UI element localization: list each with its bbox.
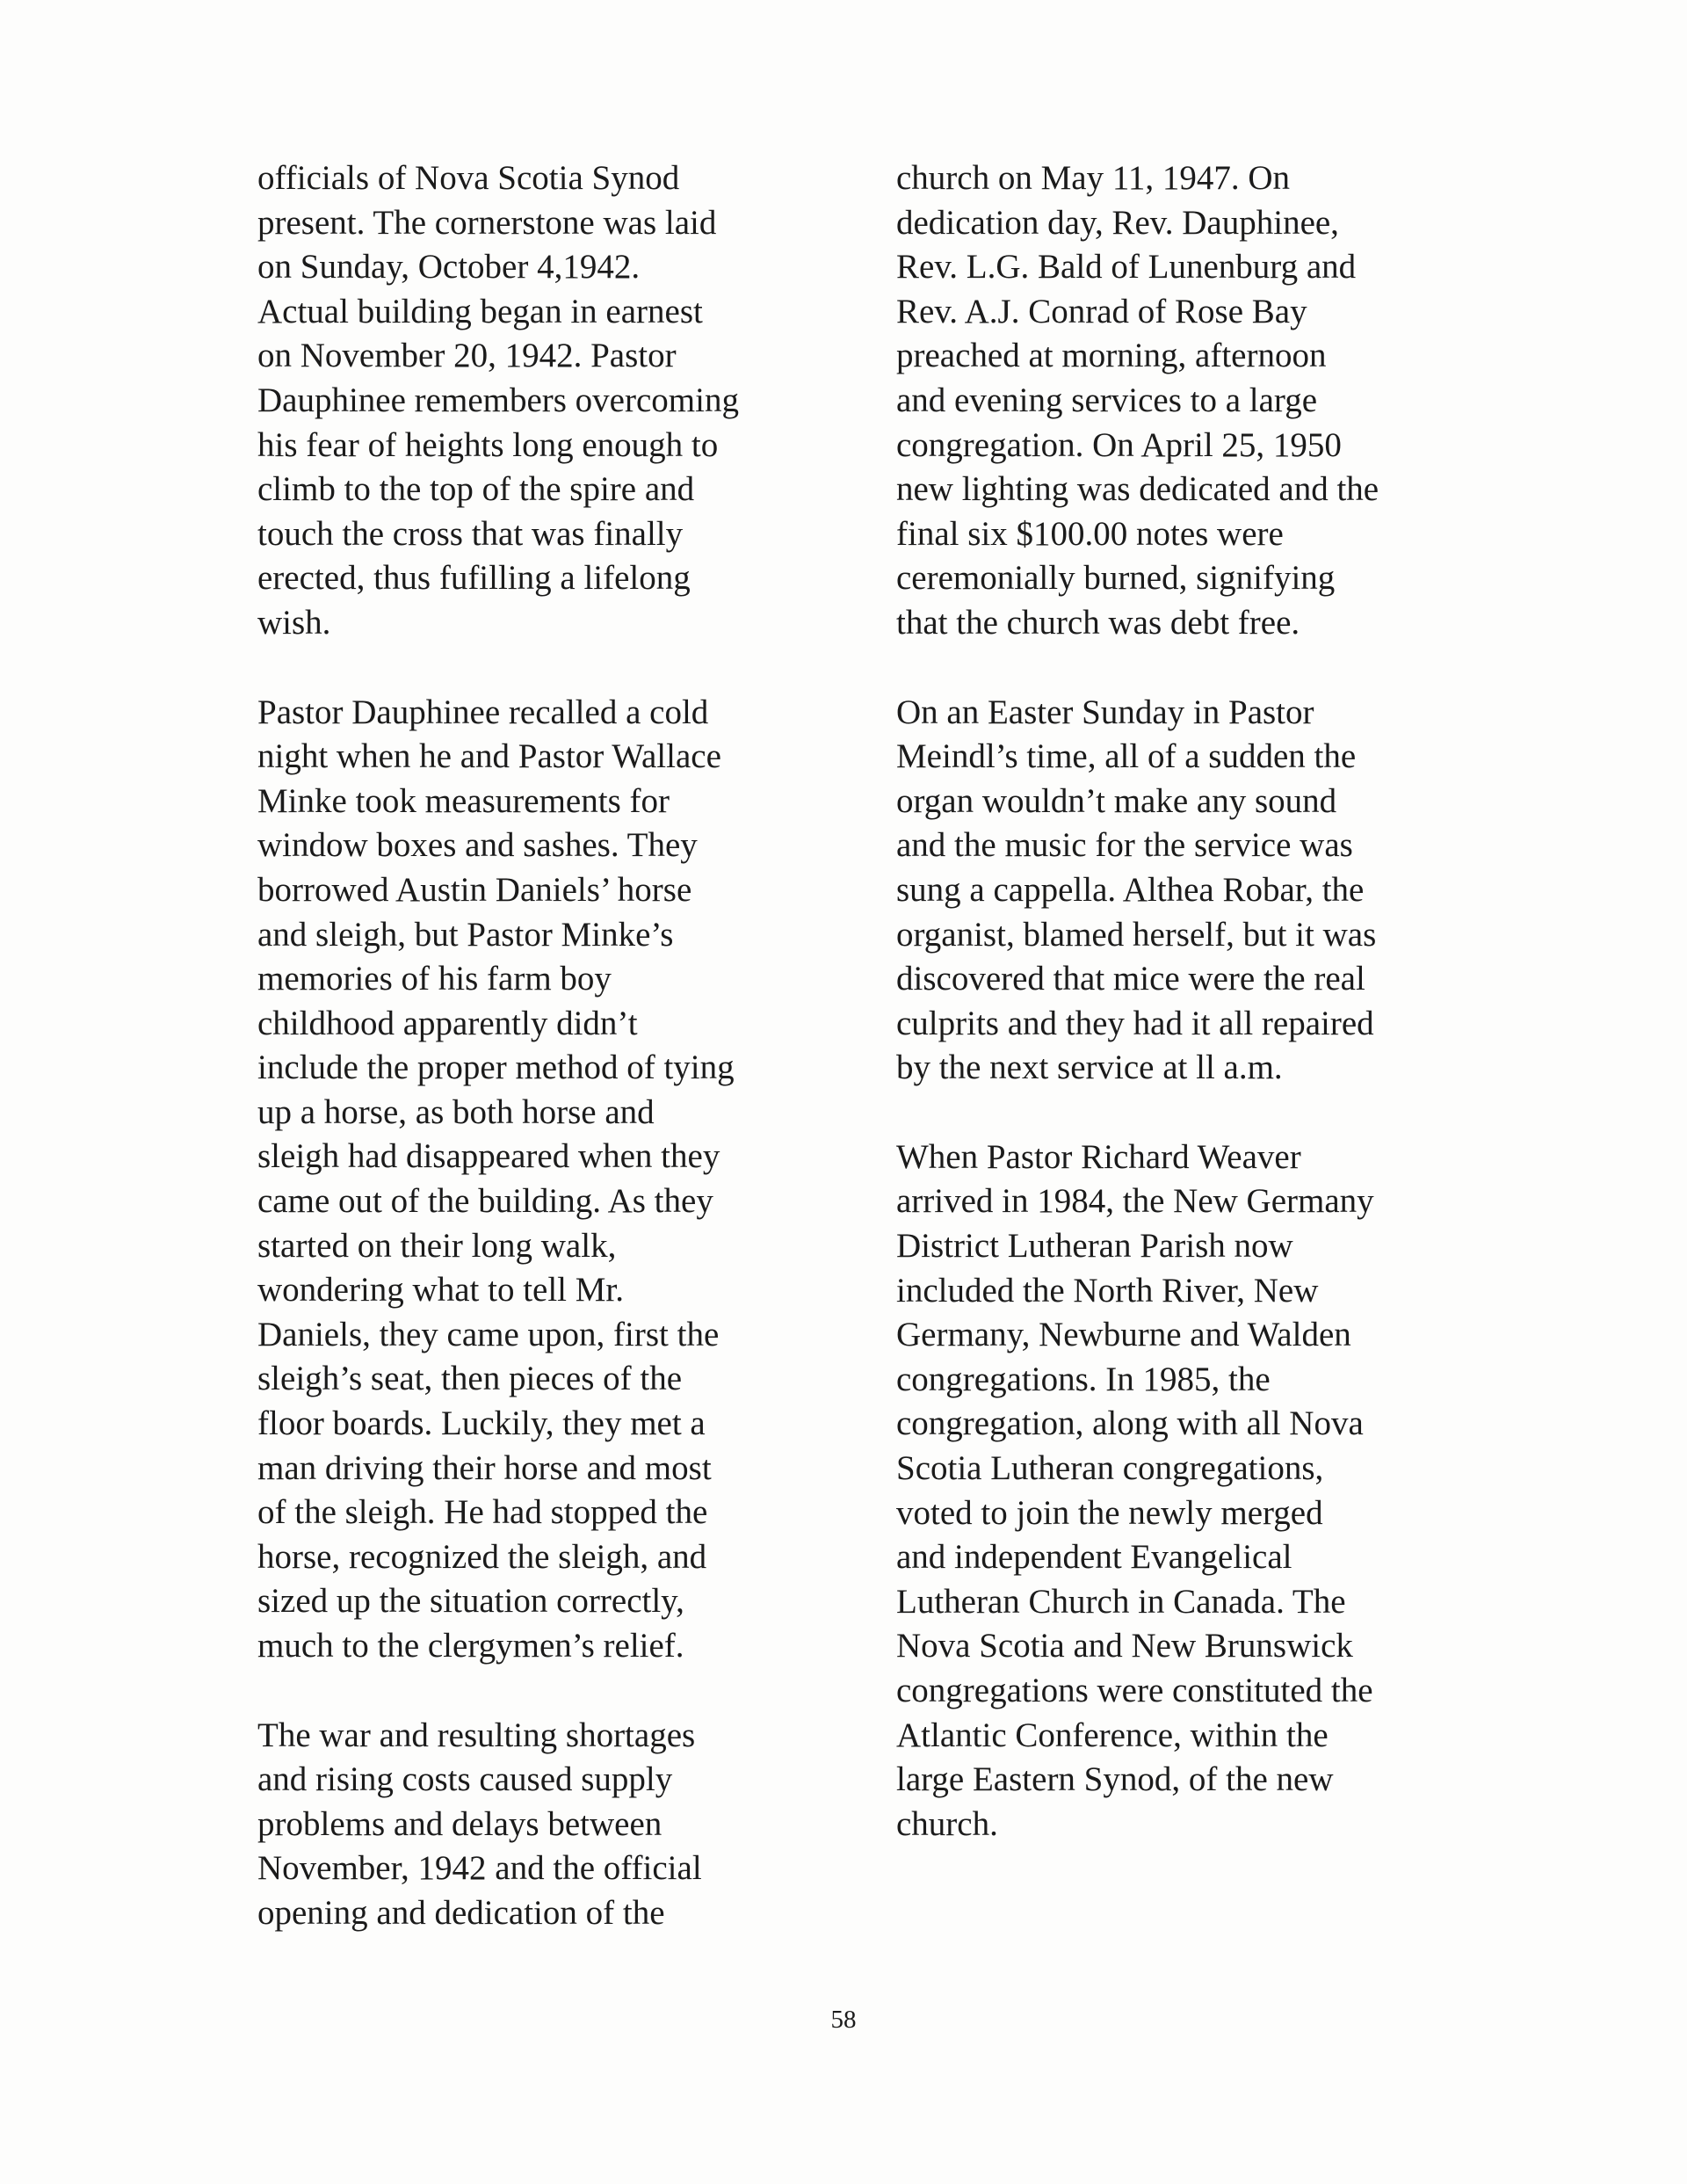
text-line: and sleigh, but Pastor Minke’s [257, 915, 674, 954]
paragraph-war-shortages [257, 1714, 829, 1936]
text-line: Rev. A.J. Conrad of Rose Bay [896, 292, 1307, 330]
text-line: congregation, along with all Nova [896, 1404, 1364, 1443]
text-line: childhood apparently didn’t [257, 1004, 638, 1042]
text-line: Daniels, they came upon, first the [257, 1315, 720, 1353]
text-line: and independent Evangelical [896, 1538, 1292, 1577]
text-line: memories of his farm boy [257, 960, 612, 998]
text-line: Atlantic Conference, within the [896, 1716, 1329, 1754]
text-line: by the next service at ll a.m. [896, 1048, 1283, 1087]
text-line: When Pastor Richard Weaver [896, 1137, 1301, 1176]
text-line: sung a cappella. Althea Robar, the [896, 870, 1365, 909]
text-line: and rising costs caused supply [257, 1760, 673, 1799]
text-line: horse, recognized the sleigh, and [257, 1537, 707, 1576]
text-line: and the music for the service was [896, 826, 1353, 865]
text-line: wondering what to tell Mr. [257, 1271, 625, 1310]
text-line: include the proper method of tying [257, 1048, 735, 1087]
text-line: up a horse, as both horse and [257, 1092, 655, 1131]
paragraph-dedication-day [896, 156, 1494, 646]
text-line: Scotia Lutheran congregations, [896, 1449, 1324, 1488]
left-text-column [257, 156, 829, 1981]
text-line: new lighting was dedicated and the [896, 470, 1379, 509]
text-line: window boxes and sashes. They [257, 826, 698, 865]
text-line: included the North River, New [896, 1271, 1319, 1310]
text-line: officials of Nova Scotia Synod [257, 159, 680, 197]
text-line: arrived in 1984, the New Germany [896, 1182, 1374, 1221]
text-line: Minke took measurements for [257, 781, 670, 820]
text-line: dedication day, Rev. Dauphinee, [896, 203, 1339, 242]
text-line: Nova Scotia and New Brunswick [896, 1627, 1353, 1665]
text-line: that the church was debt free. [896, 603, 1300, 642]
paragraph-cornerstone [257, 156, 829, 646]
text-line: sleigh’s seat, then pieces of the [257, 1360, 683, 1398]
text-line: discovered that mice were the real [896, 960, 1365, 998]
text-line: erected, thus fufilling a lifelong [257, 559, 691, 598]
text-line: organ wouldn’t make any sound [896, 781, 1337, 820]
text-line: congregation. On April 25, 1950 [896, 425, 1342, 464]
text-line: Germany, Newburne and Walden [896, 1316, 1351, 1354]
text-line: came out of the building. As they [257, 1182, 713, 1221]
text-line: congregations. In 1985, the [896, 1360, 1271, 1398]
text-line: climb to the top of the spire and [257, 470, 695, 509]
text-line: preached at morning, afternoon [896, 337, 1327, 375]
text-line: man driving their horse and most [257, 1448, 712, 1487]
text-line: organist, blamed herself, but it was [896, 915, 1377, 954]
right-text-column [896, 156, 1494, 1891]
text-line: large Eastern Synod, of the new [896, 1760, 1334, 1799]
text-line: borrowed Austin Daniels’ horse [257, 870, 692, 909]
text-line: wish. [257, 603, 331, 642]
text-line: sleigh had disappeared when they [257, 1137, 720, 1176]
paragraph-horse-and-sleigh [257, 691, 829, 1669]
text-line: sized up the situation correctly, [257, 1582, 684, 1621]
text-line: Meindl’s time, all of a sudden the [896, 737, 1357, 776]
text-line: much to the clergymen’s relief. [257, 1627, 684, 1665]
text-line: congregations were constituted the [896, 1672, 1373, 1709]
text-line: on Sunday, October 4,1942. [257, 248, 641, 287]
text-line: church. [896, 1804, 998, 1843]
text-line: of the sleigh. He had stopped the [257, 1493, 708, 1532]
text-line: on November 20, 1942. Pastor [257, 337, 677, 375]
text-line: ceremonially burned, signifying [896, 559, 1336, 598]
text-line: night when he and Pastor Wallace [257, 737, 721, 776]
paragraph-pastor-weaver [896, 1136, 1494, 1847]
text-line: November, 1942 and the official [257, 1849, 702, 1888]
text-line: church on May 11, 1947. On [896, 159, 1291, 197]
text-line: his fear of heights long enough to [257, 425, 719, 464]
text-line: Rev. L.G. Bald of Lunenburg and [896, 248, 1357, 287]
text-line: Actual building began in earnest [257, 292, 703, 330]
text-line: Dauphinee remembers overcoming [257, 381, 739, 419]
text-line: opening and dedication of the [257, 1893, 665, 1932]
text-line: District Lutheran Parish now [896, 1227, 1293, 1266]
text-line: started on their long walk, [257, 1226, 617, 1265]
text-line: present. The cornerstone was laid [257, 203, 717, 242]
text-line: final six $100.00 notes were [896, 514, 1284, 553]
text-line: Pastor Dauphinee recalled a cold [257, 693, 709, 731]
text-line: culprits and they had it all repaired [896, 1004, 1374, 1042]
text-line: voted to join the newly merged [896, 1493, 1323, 1532]
page-number: 58 [830, 2006, 857, 2034]
paragraph-easter-organ [896, 691, 1494, 1091]
text-line: The war and resulting shortages [257, 1716, 696, 1754]
text-line: Lutheran Church in Canada. The [896, 1582, 1346, 1621]
text-line: touch the cross that was finally [257, 514, 684, 553]
text-line: and evening services to a large [896, 381, 1318, 419]
text-line: floor boards. Luckily, they met a [257, 1404, 706, 1443]
text-line: problems and delays between [257, 1804, 662, 1843]
text-line: On an Easter Sunday in Pastor [896, 693, 1314, 731]
